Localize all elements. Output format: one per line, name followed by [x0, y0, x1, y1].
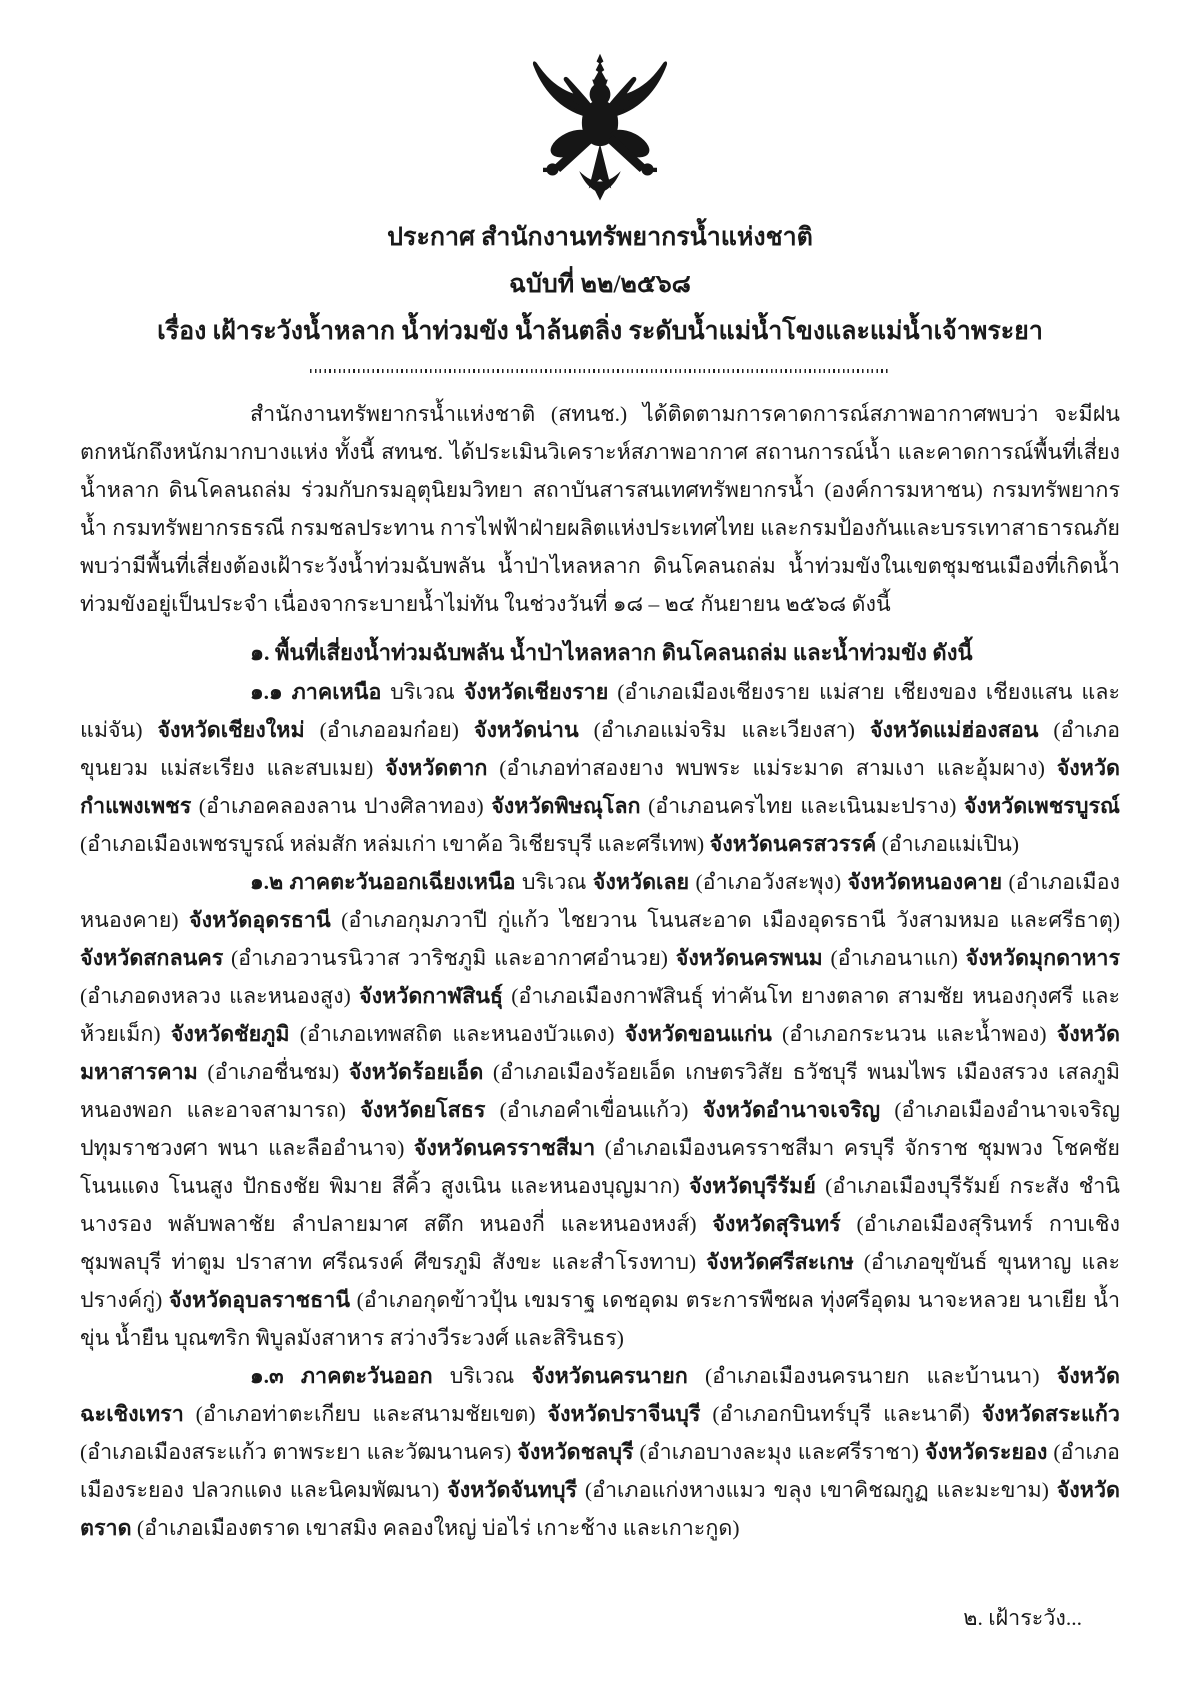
- subsection-1-1-north: ๑.๑ ภาคเหนือ บริเวณ จังหวัดเชียงราย (อำเภอเมืองเชียงราย แม่สาย เชียงของ เชียงแสน และแม่จัน) จังหวัดเชียงใหม่ (อำเภออมก๋อย) จังหวัดน่าน (อำเภอแม่จริม และเวียงสา) จังหวัดแม่ฮ่องสอน (อำเภอขุนยวม แม่สะเรียง และสบเมย) จังหวัดตาก (อำเภอท่าสองยาง พบพระ แม่ระมาด สามเงา และอุ้มผาง) จังหวัดกำแพงเพชร (อำเภอคลองลาน ปางศิลาทอง) จังหวัดพิษณุโลก (อำเภอนครไทย และเนินมะปราง) จังหวัดเพชรบูรณ์ (อำเภอเมืองเพชรบูรณ์ หล่มสัก หล่มเก่า เขาค้อ วิเชียรบุรี และศรีเทพ) จังหวัดนครสวรรค์ (อำเภอแม่เปิน): [80, 680, 1121, 856]
- section-1-heading: ๑. พื้นที่เสี่ยงน้ำท่วมฉับพลัน น้ำป่าไหลหลาก ดินโคลนถล่ม และน้ำท่วมขัง ดังนี้: [250, 640, 973, 665]
- document-subject-line: เรื่อง เฝ้าระวังน้ำหลาก น้ำท่วมขัง น้ำล้นตลิ่ง ระดับน้ำแม่น้ำโขงและแม่น้ำเจ้าพระยา: [157, 318, 1043, 345]
- subsection-1-2-northeast: ๑.๒ ภาคตะวันออกเฉียงเหนือ บริเวณ จังหวัดเลย (อำเภอวังสะพุง) จังหวัดหนองคาย (อำเภอเมืองหนองคาย) จังหวัดอุดรธานี (อำเภอกุมภวาปี กู่แก้ว ไชยวาน โนนสะอาด เมืองอุดรธานี วังสามหมอ และศรีธาตุ) จังหวัดสกลนคร (อำเภอวานรนิวาส วาริชภูมิ และอากาศอำนวย) จังหวัดนครพนม (อำเภอนาแก) จังหวัดมุกดาหาร (อำเภอดงหลวง และหนองสูง) จังหวัดกาฬสินธุ์ (อำเภอเมืองกาฬสินธุ์ ท่าคันโท ยางตลาด สามชัย หนองกุงศรี และห้วยเม็ก) จังหวัดชัยภูมิ (อำเภอเทพสถิต และหนองบัวแดง) จังหวัดขอนแก่น (อำเภอกระนวน และน้ำพอง) จังหวัดมหาสารคาม (อำเภอชื่นชม) จังหวัดร้อยเอ็ด (อำเภอเมืองร้อยเอ็ด เกษตรวิสัย ธวัชบุรี พนมไพร เมืองสรวง เสลภูมิ หนองพอก และอาจสามารถ) จังหวัดยโสธร (อำเภอคำเขื่อนแก้ว) จังหวัดอำนาจเจริญ (อำเภอเมืองอำนาจเจริญ ปทุมราชวงศา พนา และลืออำนาจ) จังหวัดนครราชสีมา (อำเภอเมืองนครราชสีมา ครบุรี จักราช ชุมพวง โชคชัย โนนแดง โนนสูง ปักธงชัย พิมาย สีคิ้ว สูงเนิน และหนองบุญมาก) จังหวัดบุรีรัมย์ (อำเภอเมืองบุรีรัมย์ กระสัง ชำนิ นางรอง พลับพลาชัย ลำปลายมาศ สตึก หนองกี่ และหนองหงส์) จังหวัดสุรินทร์ (อำเภอเมืองสุรินทร์ กาบเชิง ชุมพลบุรี ท่าตูม ปราสาท ศรีณรงค์ ศีขรภูมิ สังขะ และสำโรงทาบ) จังหวัดศรีสะเกษ (อำเภอขุขันธ์ ขุนหาญ และปรางค์กู่) จังหวัดอุบลราชธานี (อำเภอกุดข้าวปุ้น เขมราฐ เดชอุดม ตระการพืชผล ทุ่งศรีอุดม นาจะหลวย นาเยีย น้ำขุ่น น้ำยืน บุณฑริก พิบูลมังสาหาร สว่างวีระวงศ์ และสิรินธร): [80, 870, 1121, 1350]
- dotted-separator: [310, 369, 890, 373]
- document-body: [0, 395, 1200, 1547]
- document-issue-number: ฉบับที่ ๒๒/๒๕๖๘: [509, 271, 691, 298]
- intro-paragraph: สำนักงานทรัพยากรน้ำแห่งชาติ (สทนช.) ได้ติดตามการคาดการณ์สภาพอากาศพบว่า จะมีฝนตกหนักถึงหนักมากบางแห่ง ทั้งนี้ สทนช. ได้ประเมินวิเคราะห์สภาพอากาศ สถานการณ์น้ำ และคาดการณ์พื้นที่เสี่ยงน้ำหลาก ดินโคลนถล่ม ร่วมกับกรมอุตุนิยมวิทยา สถาบันสารสนเทศทรัพยากรน้ำ (องค์การมหาชน) กรมทรัพยากรน้ำ กรมทรัพยากรธรณี กรมชลประทาน การไฟฟ้าฝ่ายผลิตแห่งประเทศไทย และกรมป้องกันและบรรเทาสาธารณภัย พบว่ามีพื้นที่เสี่ยงต้องเฝ้าระวังน้ำท่วมฉับพลัน น้ำป่าไหลหลาก ดินโคลนถล่ม น้ำท่วมขังในเขตชุมชนเมืองที่เกิดน้ำท่วมขังอยู่เป็นประจำ เนื่องจากระบายน้ำไม่ทัน ในช่วงวันที่ ๑๘ – ๒๔ กันยายน ๒๕๖๘ ดังนี้: [80, 402, 1120, 616]
- document-title-line1: ประกาศ สำนักงานทรัพยากรน้ำแห่งชาติ: [387, 224, 813, 251]
- page-continuation-note: ๒. เฝ้าระวัง...: [963, 1606, 1082, 1630]
- emblem-container: [0, 0, 1200, 204]
- subsection-1-3-east: ๑.๓ ภาคตะวันออก บริเวณ จังหวัดนครนายก (อำเภอเมืองนครนายก และบ้านนา) จังหวัดฉะเชิงเทรา (อำเภอท่าตะเกียบ และสนามชัยเขต) จังหวัดปราจีนบุรี (อำเภอกบินทร์บุรี และนาดี) จังหวัดสระแก้ว (อำเภอเมืองสระแก้ว ตาพระยา และวัฒนานคร) จังหวัดชลบุรี (อำเภอบางละมุง และศรีราชา) จังหวัดระยอง (อำเภอเมืองระยอง ปลวกแดง และนิคมพัฒนา) จังหวัดจันทบุรี (อำเภอแก่งหางแมว ขลุง เขาคิชฌกูฏ และมะขาม) จังหวัดตราด (อำเภอเมืองตราด เขาสมิง คลองใหญ่ บ่อไร่ เกาะช้าง และเกาะกูด): [80, 1364, 1120, 1540]
- garuda-emblem-icon: [505, 52, 695, 204]
